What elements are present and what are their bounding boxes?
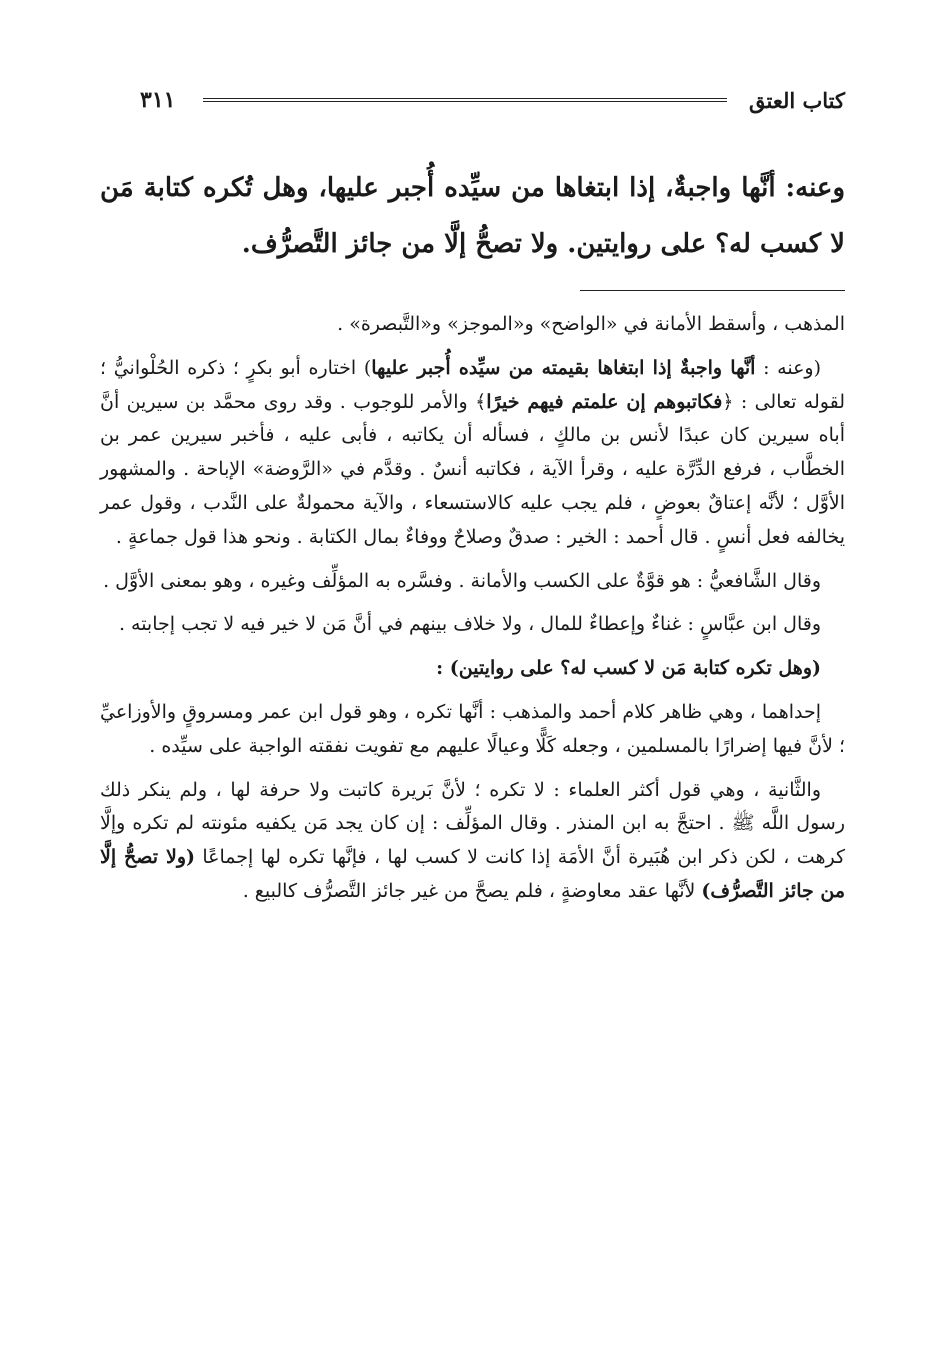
p2-open: (وعنه : [755, 356, 821, 379]
p2-mid: ) اختاره أبو بكرٍ ؛ ذكره الحُلْوانيُّ ؛ لقوله تعالى : ﴿ [100, 356, 845, 413]
running-title: كتاب العتق [748, 87, 845, 113]
commentary-paragraph-2 [100, 352, 845, 555]
p2-rest: ﴾ والأمر للوجوب . وقد روى محمَّد بن سيرين أنَّ أباه سيرين كان عبدًا لأنس بن مالكٍ ، فسأله أن يكاتبه ، فأبى عليه ، فأخبر سيرين عمر بن الخطَّاب ، فرفع الدِّرَّة عليه ، وقرأ الآية ، فكاتبه أنسٌ . وقدَّم في «الرَّوضة» الإباحة . والمشهور الأوَّل ؛ لأنَّه إعتاقٌ بعوضٍ ، فلم يجب عليه كالاستسعاء ، والآية محمولةٌ على النَّدب ، وقول عمر يخالفه فعل أنسٍ . قال أحمد : الخير : صدقٌ وصلاحٌ ووفاءٌ بمال الكتابة . ونحو هذا قول جماعةٍ . [100, 390, 845, 548]
commentary-paragraph-6: إحداهما ، وهي ظاهر كلام أحمد والمذهب : أنَّها تكره ، وهو قول ابن عمر ومسروقٍ والأوزاعيِّ ؛ لأنَّ فيها إضرارًا بالمسلمين ، وجعله كَلًّا وعيالًا عليهم مع تفويت نفقته الواجبة على سيِّده . [100, 700, 845, 757]
commentary-paragraph-3: وقال الشَّافعيُّ : هو قوَّةٌ على الكسب والأمانة . وفسَّره به المؤلِّف وغيره ، وهو بمعنى الأوَّل . [103, 569, 821, 592]
commentary-paragraph-1: المذهب ، وأسقط الأمانة في «الواضح» و«الموجز» و«التَّبصرة» . [337, 313, 845, 335]
commentary-paragraph-7 [100, 774, 845, 909]
p7-quoted-matn: (ولا تصحُّ إلَّا من جائز التَّصرُّف) [100, 846, 845, 902]
header-rule [203, 98, 727, 102]
commentary-paragraph-4: وقال ابن عبَّاسٍ : غناءٌ وإعطاءٌ للمال ، ولا خلاف بينهم في أنَّ مَن لا خير فيه لا تجب إجابته . [118, 613, 821, 636]
p2-quran-verse: فكاتبوهم إن علمتم فيهم خيرًا [486, 390, 723, 413]
page-header [140, 82, 845, 118]
commentary [100, 308, 845, 919]
footnote-separator [580, 290, 845, 291]
p2-quoted-matn: أنَّها واجبةٌ إذا ابتغاها بقيمته من سيِّده أُجبر عليها [371, 356, 756, 379]
p7-end: لأنَّها عقد معاوضةٍ ، فلم يصحَّ من غير جائز التَّصرُّف كالبيع . [242, 879, 702, 902]
page-number: ٣١١ [140, 87, 176, 113]
main-text: وعنه: أنَّها واجبةٌ، إذا ابتغاها من سيِّده أُجبر عليها، وهل تُكره كتابة مَن لا كسب له؟ على روايتين. ولا تصحُّ إلَّا من جائز التَّصرُّف. [100, 173, 845, 259]
commentary-heading: (وهل تكره كتابة مَن لا كسب له؟ على روايتين) : [436, 657, 821, 680]
p7-start: والثَّانية ، وهي قول أكثر العلماء : لا تكره ؛ لأنَّ بَريرة كاتبت ولا حرفة لها ، ولم ينكر ذلك رسول اللَّه ﷺ . احتجَّ به ابن المنذر . وقال المؤلِّف : إن كان يجد مَن يكفيه مئونته لم تكره وإلَّا كرهت ، لكن ذكر ابن هُبَيرة أنَّ الأمَة إذا كانت لا كسب لها ، فإنَّها تكره لها إجماعًا [100, 778, 845, 869]
